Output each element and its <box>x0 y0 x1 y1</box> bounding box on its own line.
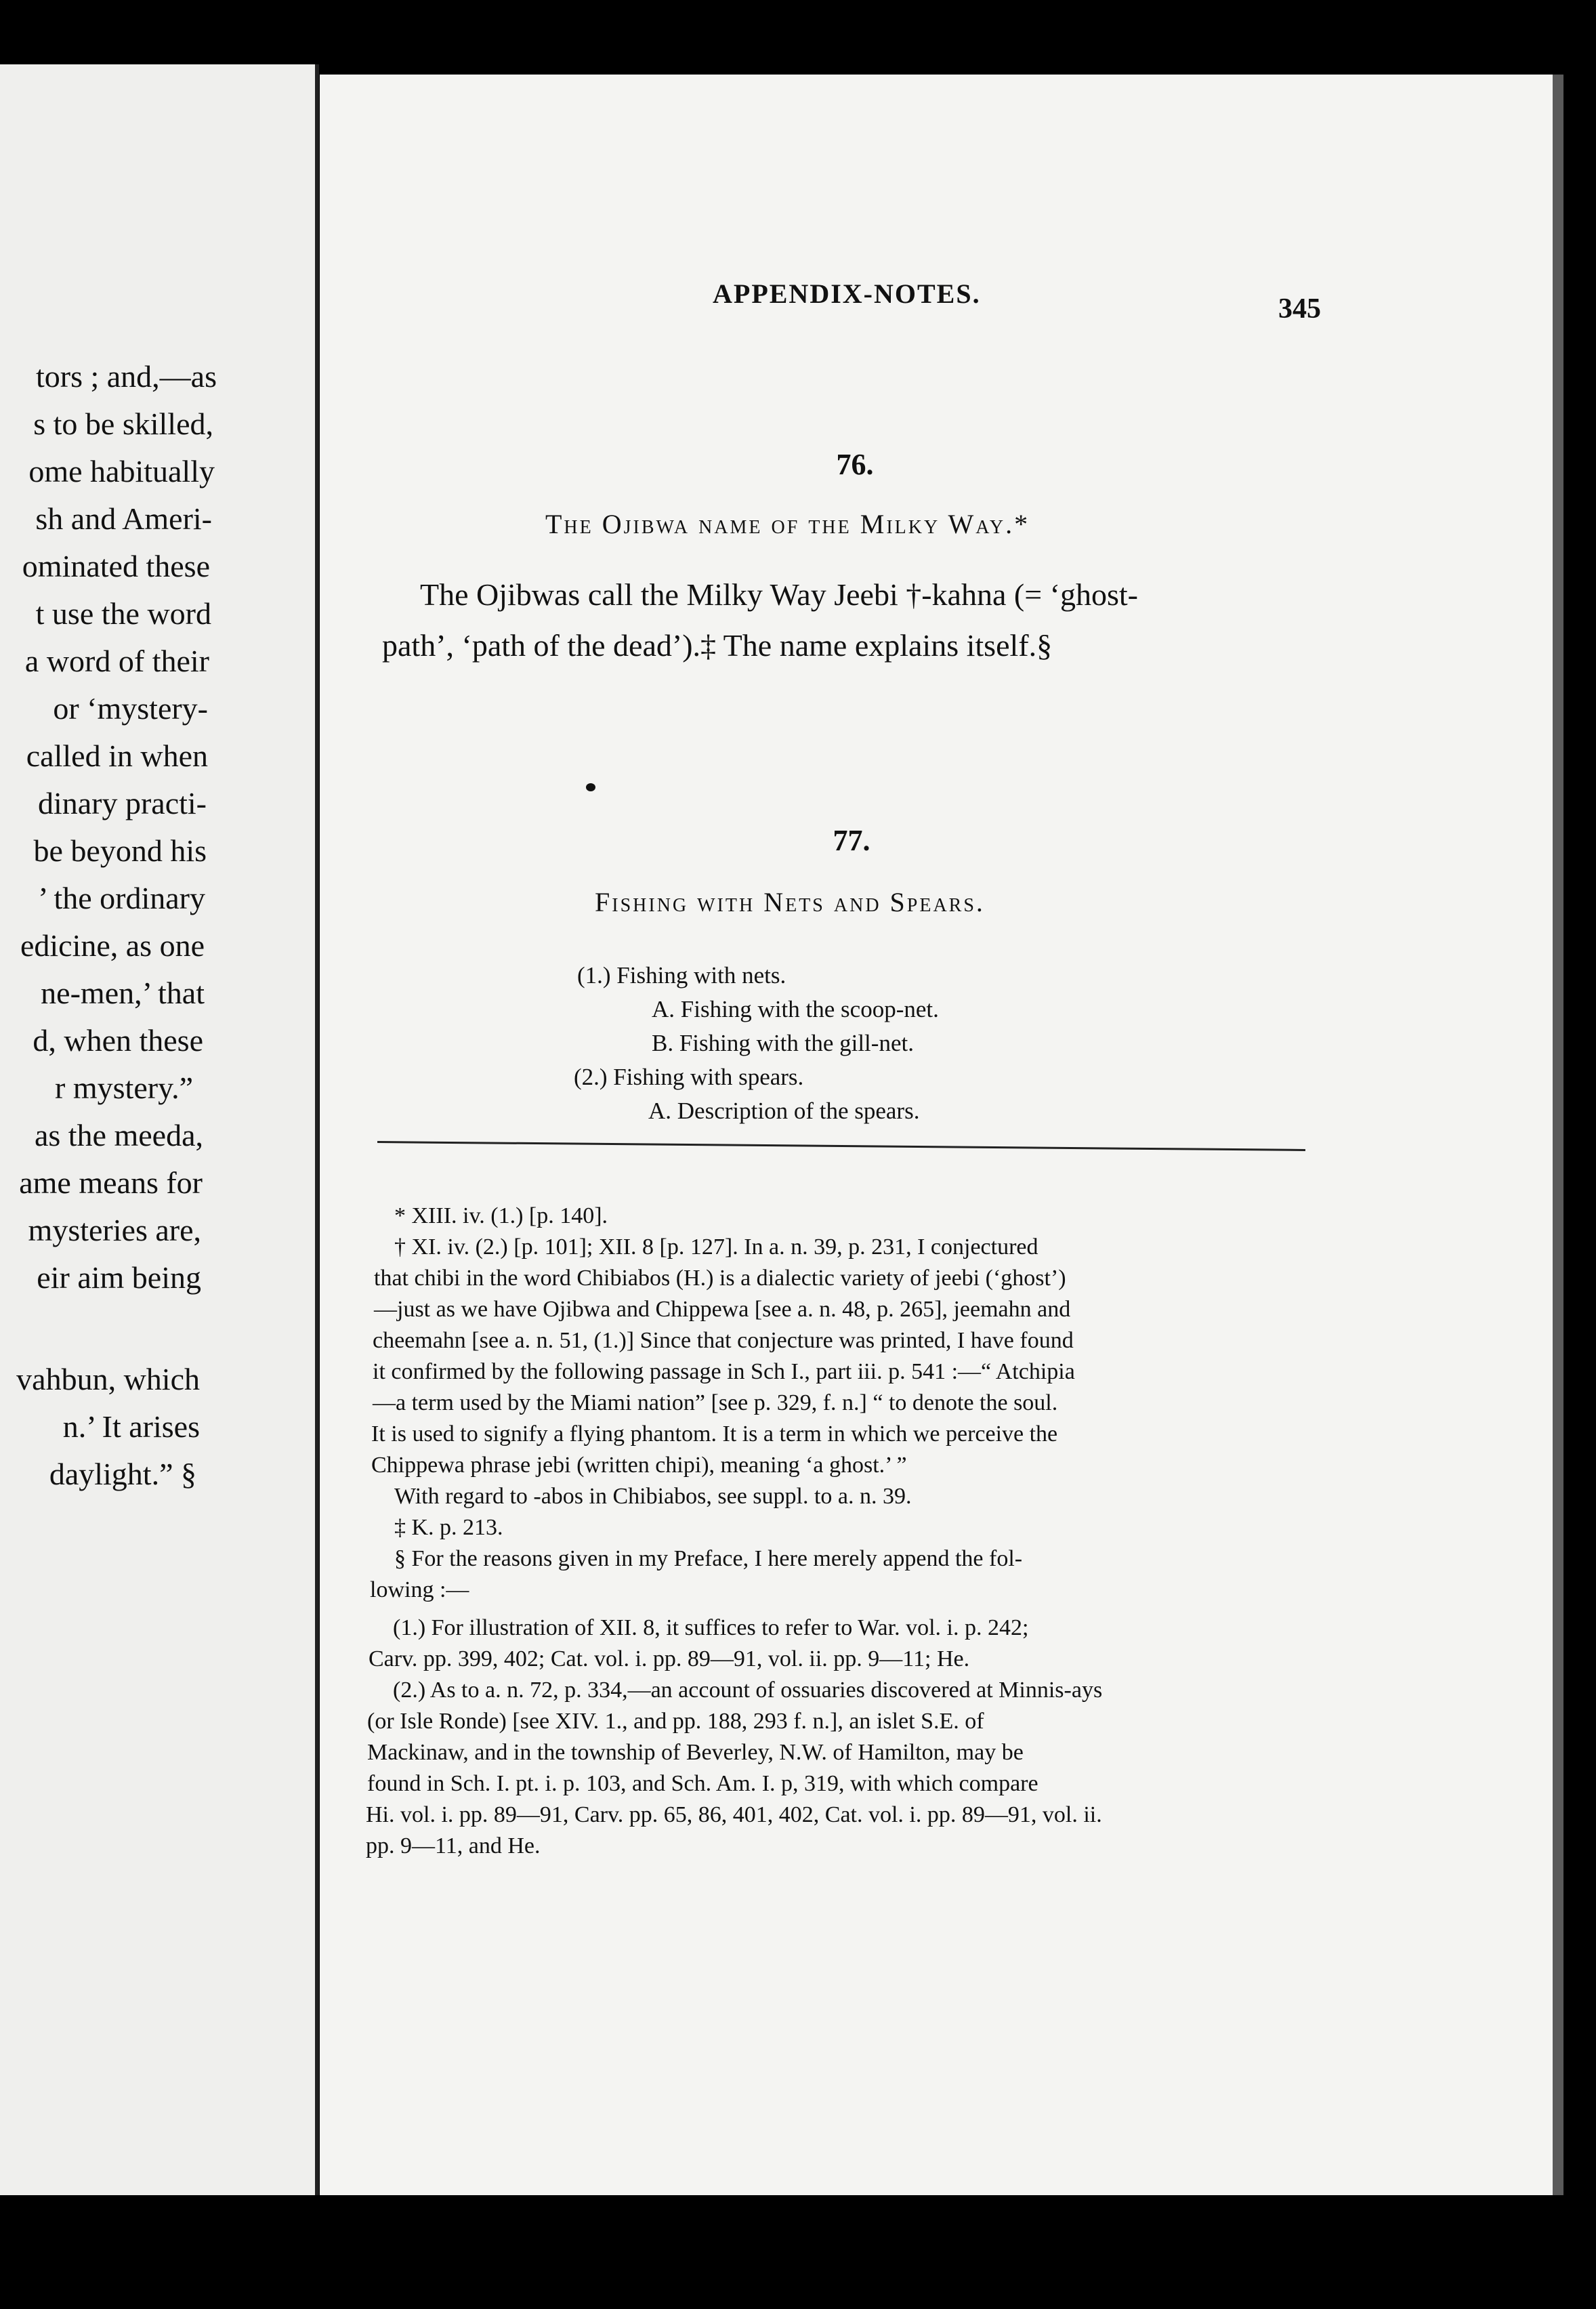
footnote-line: pp. 9—11, and He. <box>366 1833 541 1858</box>
body-line: path’, ‘path of the dead’).‡ The name explains itself.§ <box>382 628 1053 663</box>
left-text-line: ’ the ordinary <box>38 881 205 915</box>
left-text-line: d, when these <box>33 1023 203 1058</box>
footnote-line: ‡ K. p. 213. <box>394 1515 503 1540</box>
footnote-line: † XI. iv. (2.) [p. 101]; XII. 8 [p. 127]. In a. n. 39, p. 231, I conjectured <box>394 1234 1038 1260</box>
footnote-line: it confirmed by the following passage in Sch I., part iii. p. 541 :—“ Atchipia <box>373 1359 1075 1384</box>
page-number: 345 <box>1278 293 1321 325</box>
ink-speck <box>586 783 595 791</box>
footnote-line: * XIII. iv. (1.) [p. 140]. <box>394 1203 608 1228</box>
footnote-line: Carv. pp. 399, 402; Cat. vol. i. pp. 89—91, vol. ii. pp. 9—11; He. <box>369 1646 970 1671</box>
left-text-line: sh and Ameri- <box>35 501 212 536</box>
left-text-line: ominated these <box>22 549 210 583</box>
footnote-line: With regard to -abos in Chibiabos, see suppl. to a. n. 39. <box>394 1484 912 1509</box>
list-item: (1.) Fishing with nets. <box>577 962 786 989</box>
left-text-line: be beyond his <box>33 833 207 868</box>
footnote-line: It is used to signify a flying phantom. It is a term in which we perceive the <box>371 1421 1058 1447</box>
footnote-line: —a term used by the Miami nation” [see p. 329, f. n.] “ to denote the soul. <box>373 1390 1058 1415</box>
footnote-line: § For the reasons given in my Preface, I here merely append the fol- <box>394 1546 1023 1571</box>
footnote-line: (or Isle Ronde) [see XIV. 1., and pp. 188, 293 f. n.], an islet S.E. of <box>367 1709 984 1734</box>
running-header: APPENDIX-NOTES. <box>713 278 981 309</box>
left-text-line: s to be skilled, <box>33 407 213 441</box>
footnote-line: —just as we have Ojibwa and Chippewa [see a. n. 48, p. 265], jeemahn and <box>374 1297 1071 1322</box>
section-title: The Ojibwa name of the Milky Way.* <box>545 509 1030 539</box>
left-text-line: ame means for <box>19 1165 203 1200</box>
left-text-line: mysteries are, <box>28 1213 201 1247</box>
left-text-line: or ‘mystery- <box>53 691 208 726</box>
footnote-line: lowing :— <box>370 1577 469 1602</box>
left-text-line: ome habitually <box>28 454 215 488</box>
left-text-line: ne-men,’ that <box>41 976 205 1010</box>
footnote-line: that chibi in the word Chibiabos (H.) is a dialectic variety of jeebi (‘ghost’) <box>374 1266 1066 1291</box>
left-text-line: vahbun, which <box>16 1362 200 1396</box>
list-item: (2.) Fishing with spears. <box>574 1064 804 1090</box>
footnote-line: (1.) For illustration of XII. 8, it suffices to refer to War. vol. i. p. 242; <box>393 1615 1029 1640</box>
left-text-line: daylight.” § <box>49 1457 196 1491</box>
footnote-line: found in Sch. I. pt. i. p. 103, and Sch. Am. I. p, 319, with which compare <box>367 1771 1038 1796</box>
footnote-line: Hi. vol. i. pp. 89—91, Carv. pp. 65, 86, 401, 402, Cat. vol. i. pp. 89—91, vol. ii. <box>366 1802 1102 1827</box>
section-number: 77. <box>833 824 870 857</box>
left-text-line: called in when <box>26 739 208 773</box>
left-text-line: as the meeda, <box>34 1118 203 1152</box>
left-text-line: r mystery.” <box>55 1070 193 1105</box>
footnote-rule <box>377 1141 1305 1151</box>
left-text-line: n.’ It arises <box>62 1409 200 1444</box>
section-number: 76. <box>836 448 874 481</box>
left-text-line: dinary practi- <box>37 786 207 820</box>
list-item: A. Fishing with the scoop-net. <box>652 996 939 1022</box>
left-text-line: tors ; and,—as <box>35 359 217 394</box>
footnote-line: (2.) As to a. n. 72, p. 334,—an account of ossuaries discovered at Minnis-ays <box>393 1678 1103 1703</box>
left-page <box>0 64 319 2195</box>
footnote-line: cheemahn [see a. n. 51, (1.)] Since that conjecture was printed, I have found <box>373 1328 1074 1353</box>
left-text-line: eir aim being <box>37 1260 201 1295</box>
body-line: The Ojibwas call the Milky Way Jeebi †-kahna (= ‘ghost- <box>420 577 1138 612</box>
right-page <box>320 75 1563 2195</box>
footnote-line: Mackinaw, and in the township of Beverley, N.W. of Hamilton, may be <box>367 1740 1024 1765</box>
footnote-line: Chippewa phrase jebi (written chipi), meaning ‘a ghost.’ ” <box>371 1453 907 1478</box>
section-title: Fishing with Nets and Spears. <box>595 887 985 917</box>
list-item: A. Description of the spears. <box>648 1098 920 1124</box>
left-text-line: t use the word <box>35 596 211 631</box>
left-text-line: a word of their <box>24 644 209 678</box>
list-item: B. Fishing with the gill-net. <box>652 1030 914 1056</box>
left-text-line: edicine, as one <box>20 928 205 963</box>
